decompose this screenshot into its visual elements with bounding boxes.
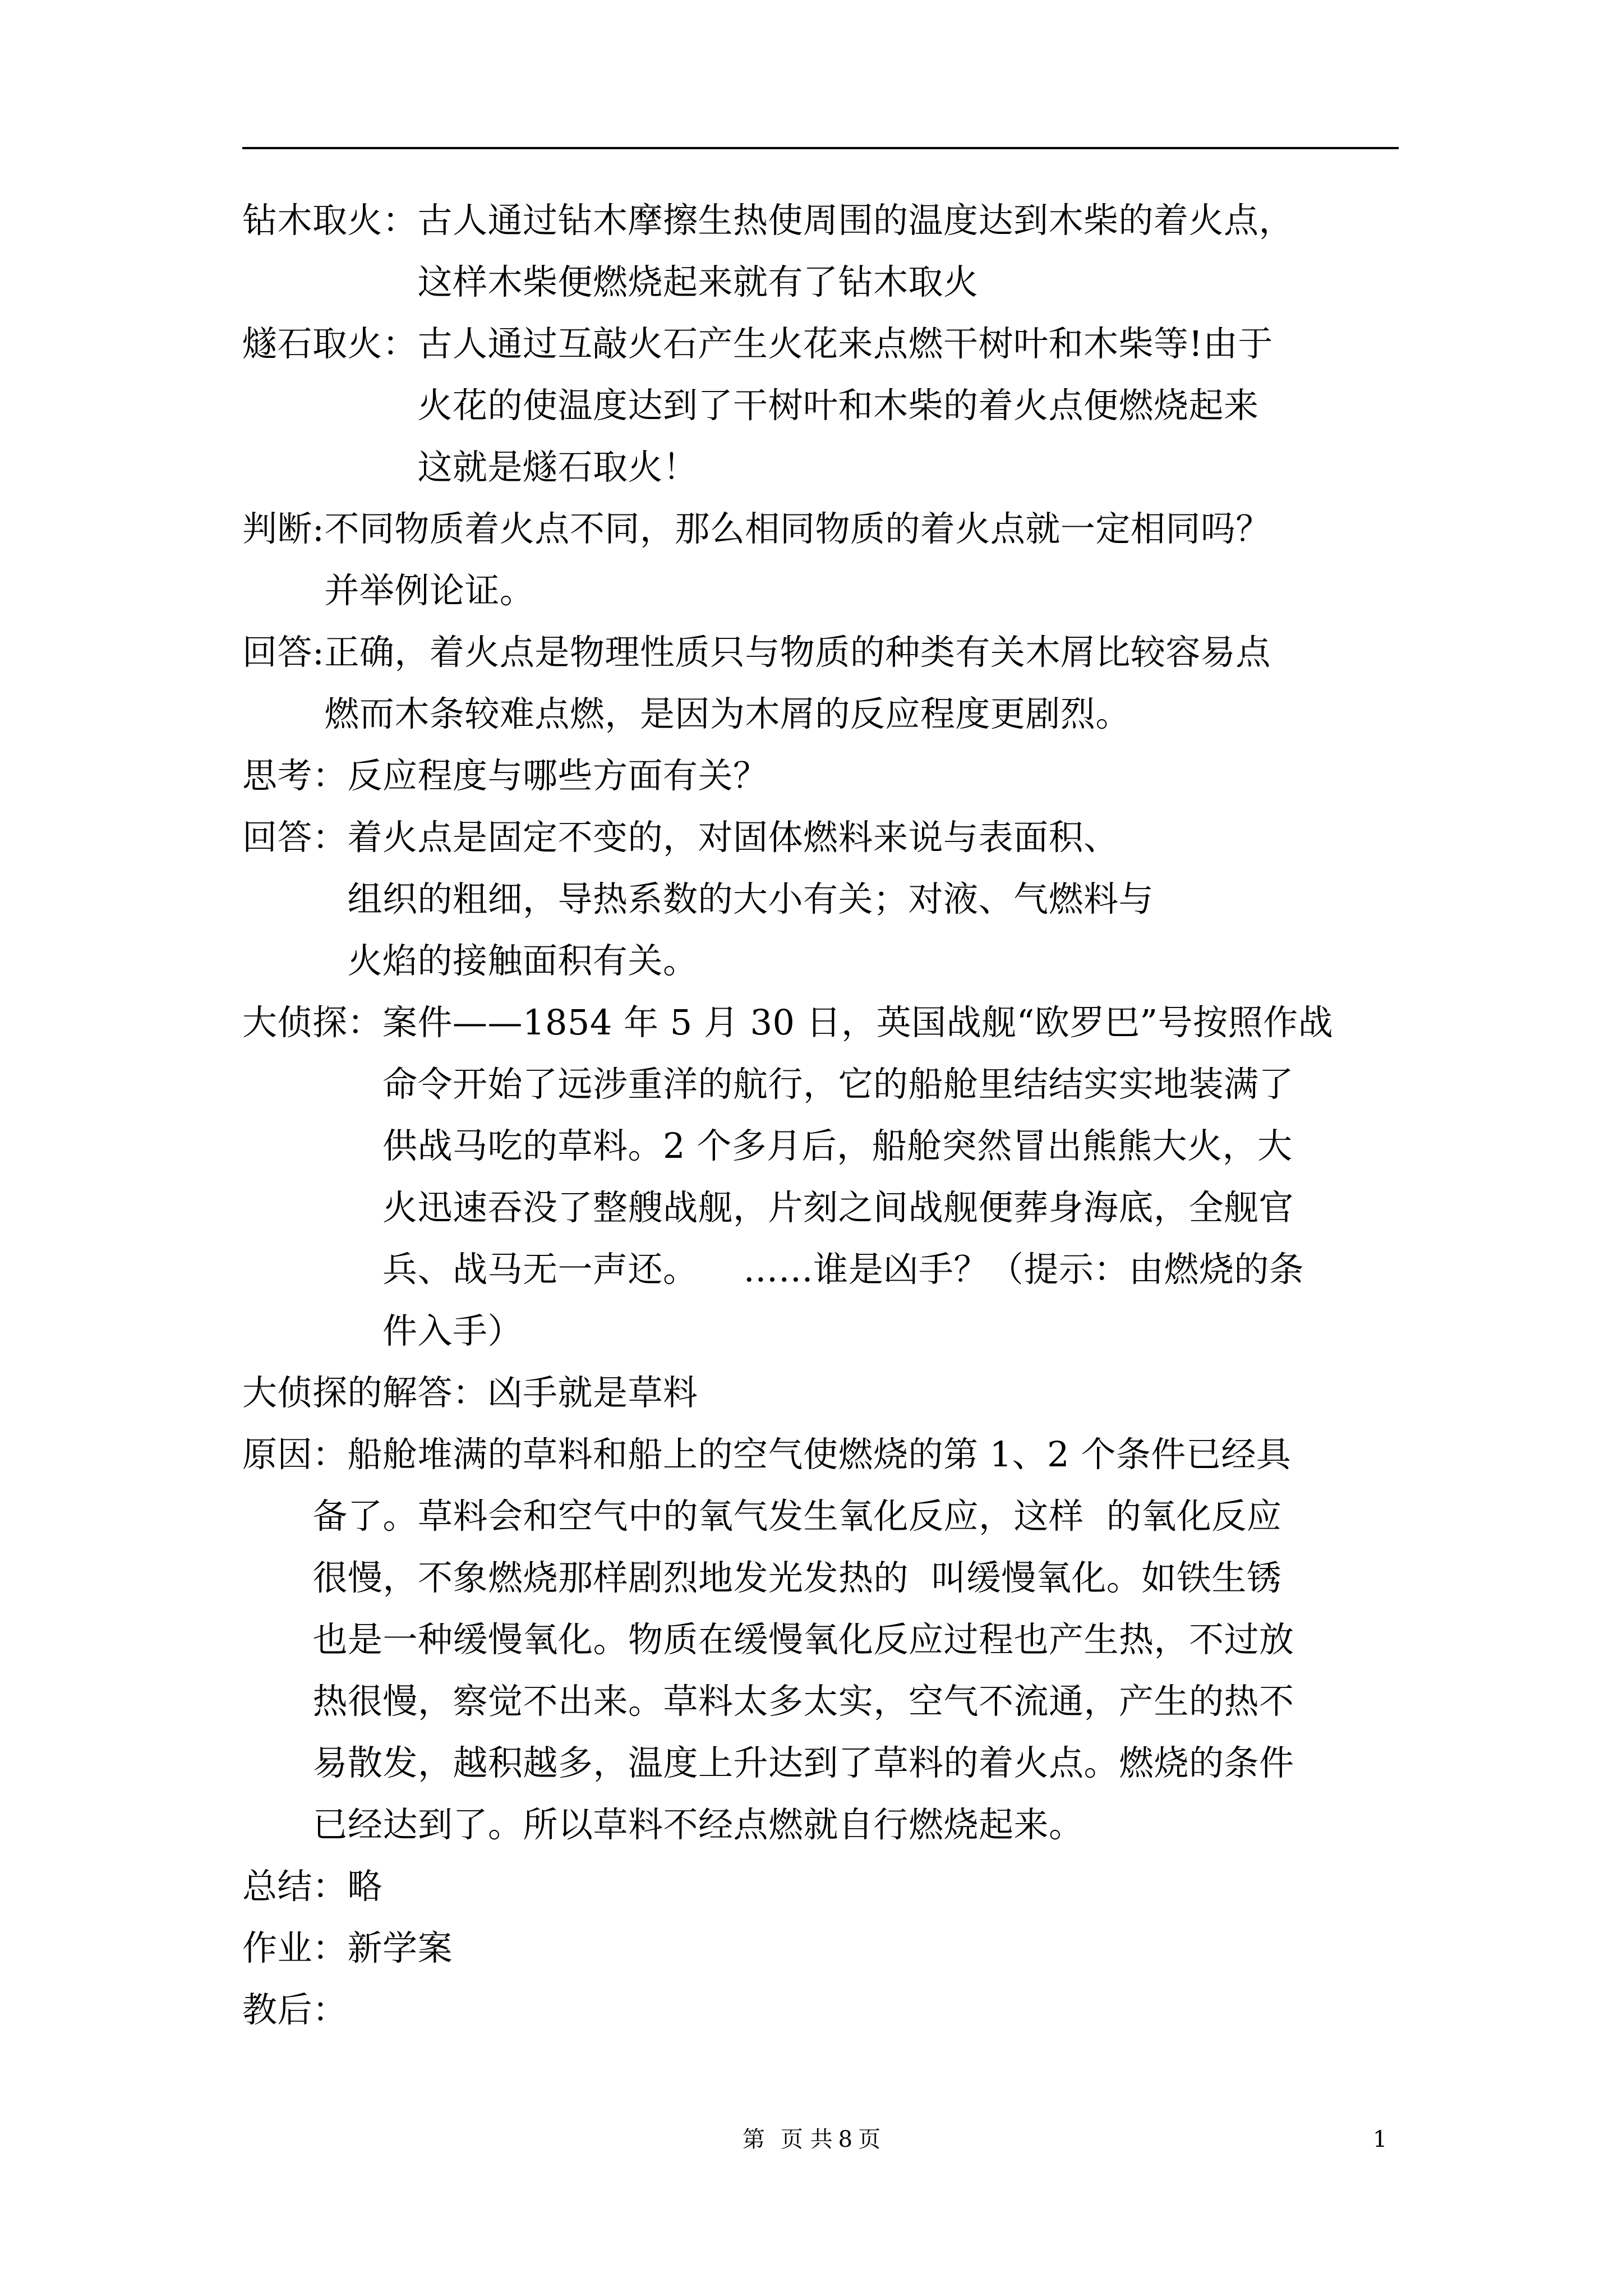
paragraph-judge <box>242 498 1409 622</box>
paragraph-line: 火花的使温度达到了干树叶和木柴的着火点便燃烧起来 <box>417 385 1259 426</box>
paragraph-label: 教后： <box>242 1989 348 2030</box>
paragraph-answer-1 <box>242 622 1409 745</box>
paragraph-line: 这样木柴便燃烧起来就有了钻木取火 <box>417 261 979 302</box>
paragraph-label: 思考： <box>242 755 348 796</box>
paragraph-line: 并举例论证。 <box>324 570 535 611</box>
paragraph-homework <box>242 1917 1409 1979</box>
paragraph-detective-answer <box>242 1362 1409 1424</box>
paragraph-line: 正确，着火点是物理性质只与物质的种类有关木屑比较容易点 <box>324 632 1271 673</box>
paragraph-line: 船舱堆满的草料和船上的空气使燃烧的第 1、2 个条件已经具 <box>347 1434 1292 1475</box>
paragraph-label: 判断: <box>242 508 325 549</box>
footer-text-c: 页 <box>858 2127 881 2152</box>
paragraph-line: 着火点是固定不变的，对固体燃料来说与表面积、 <box>347 817 1119 858</box>
paragraph-line: 古人通过互敲火石产生火花来点燃干树叶和木柴等!由于 <box>417 323 1273 364</box>
paragraph-label: 原因： <box>242 1434 348 1475</box>
paragraph-after-teaching <box>242 1979 1409 2041</box>
paragraph-line: 古人通过钻木摩擦生热使周围的温度达到木柴的着火点， <box>417 200 1294 241</box>
paragraph-line: 备了。草料会和空气中的氧气发生氧化反应，这样 的氧化反应 <box>312 1496 1282 1536</box>
paragraph-line: 凶手就是草料 <box>487 1372 698 1413</box>
paragraph-line: 不同物质着火点不同，那么相同物质的着火点就一定相同吗？ <box>324 508 1271 549</box>
paragraph-line: 供战马吃的草料。2 个多月后，船舱突然冒出熊熊大火，大 <box>382 1125 1293 1166</box>
paragraph-line: 燃而木条较难点燃，是因为木屑的反应程度更剧烈。 <box>324 693 1131 734</box>
paragraph-line: 也是一种缓慢氧化。物质在缓慢氧化反应过程也产生热，不过放 <box>312 1619 1294 1660</box>
paragraph-detective <box>242 992 1409 1362</box>
paragraph-line: 兵、战马无一声还。 ……谁是凶手？（提示：由燃烧的条 <box>382 1249 1304 1290</box>
page-number: 1 <box>1373 2127 1387 2152</box>
paragraph-summary <box>242 1856 1409 1917</box>
paragraph-line: 略 <box>347 1866 383 1907</box>
paragraph-line: 命令开始了远涉重洋的航行，它的船舱里结结实实地装满了 <box>382 1064 1294 1105</box>
paragraph-line: 这就是燧石取火！ <box>417 447 698 487</box>
page-footer <box>0 2123 1623 2156</box>
paragraph-label: 钻木取火： <box>242 200 418 241</box>
paragraph-label: 燧石取火： <box>242 323 418 364</box>
footer-text-b: 页 共 <box>780 2127 833 2152</box>
paragraph-label: 总结： <box>242 1866 348 1907</box>
paragraph-label: 大侦探： <box>242 1002 383 1043</box>
footer-total-pages: 8 <box>838 2127 853 2152</box>
header-rule <box>242 147 1399 149</box>
paragraph-label: 作业： <box>242 1927 348 1968</box>
paragraph-line: 新学案 <box>347 1927 453 1968</box>
paragraph-line: 很慢，不象燃烧那样剧烈地发光发热的 叫缓慢氧化。如铁生锈 <box>312 1557 1282 1598</box>
paragraph-line: 已经达到了。所以草料不经点燃就自行燃烧起来。 <box>312 1804 1084 1845</box>
paragraph-line: 件入手） <box>382 1310 523 1351</box>
paragraph-line: 反应程度与哪些方面有关？ <box>347 755 768 796</box>
paragraph-flint-fire <box>242 313 1409 498</box>
paragraph-line: 易散发，越积越多，温度上升达到了草料的着火点。燃烧的条件 <box>312 1742 1294 1783</box>
paragraph-label: 回答: <box>242 632 325 673</box>
paragraph-line: 热很慢，察觉不出来。草料太多太实，空气不流通，产生的热不 <box>312 1681 1294 1722</box>
paragraph-answer-2 <box>242 807 1409 992</box>
paragraph-reason <box>242 1424 1409 1856</box>
document-body <box>242 190 1409 2041</box>
paragraph-drilling-fire <box>242 190 1409 313</box>
paragraph-line: 火迅速吞没了整艘战舰，片刻之间战舰便葬身海底，全舰官 <box>382 1187 1294 1228</box>
paragraph-label: 大侦探的解答： <box>242 1372 488 1413</box>
paragraph-line: 案件——1854 年 5 月 30 日，英国战舰“欧罗巴”号按照作战 <box>382 1002 1334 1043</box>
paragraph-line: 组织的粗细，导热系数的大小有关；对液、气燃料与 <box>347 878 1154 919</box>
footer-text-a: 第 <box>742 2127 765 2152</box>
paragraph-think <box>242 745 1409 807</box>
paragraph-label: 回答： <box>242 817 348 858</box>
paragraph-line: 火焰的接触面积有关。 <box>347 940 698 981</box>
